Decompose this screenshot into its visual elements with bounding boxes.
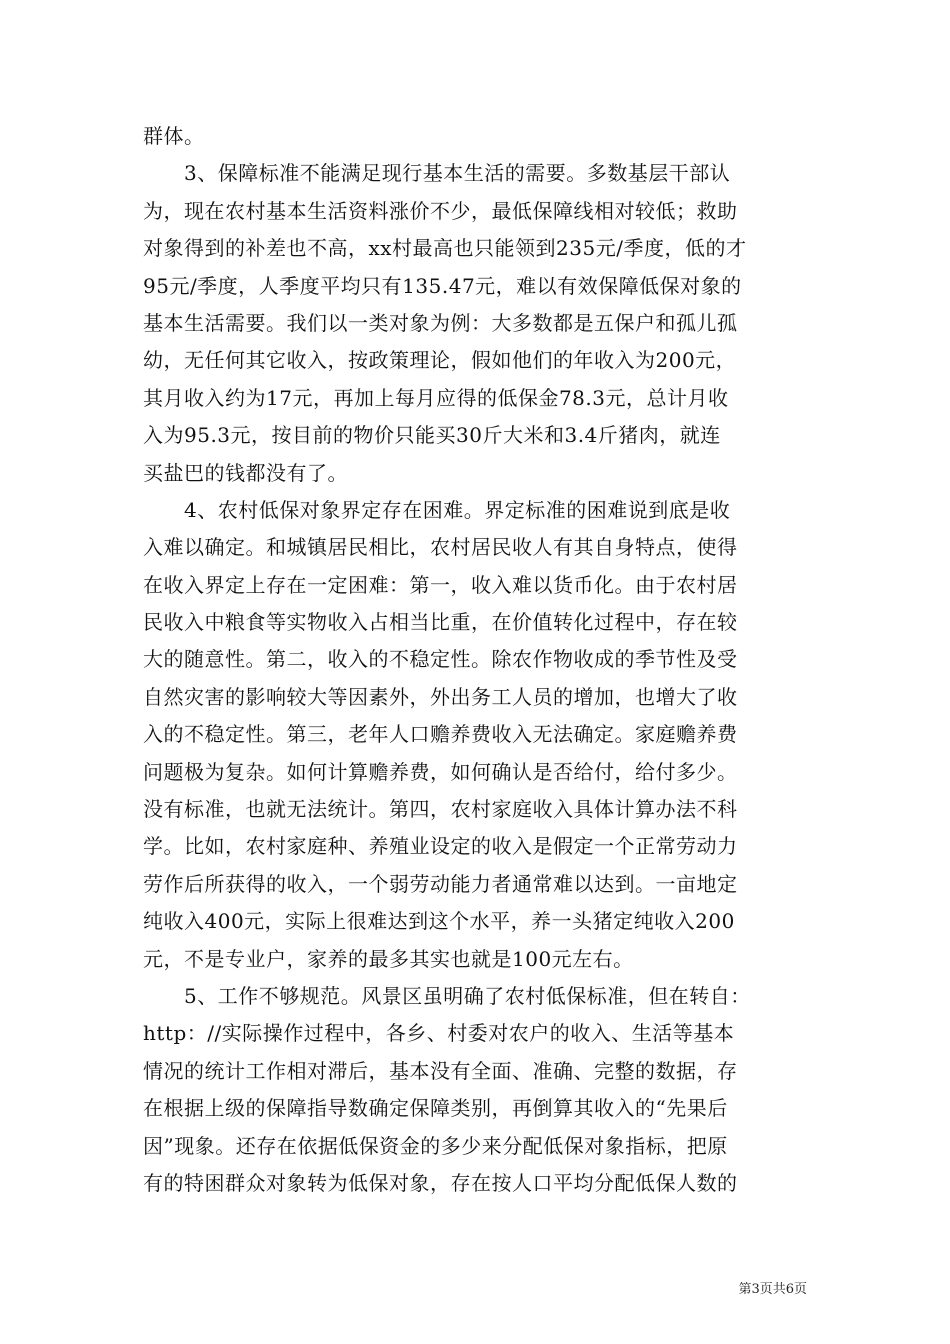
text-line: 情况的统计工作相对滞后，基本没有全面、准确、完整的数据，存	[143, 1058, 738, 1083]
text-line: 有的特困群众对象转为低保对象，存在按人口平均分配低保人数的	[143, 1170, 738, 1195]
text-line: 95元/季度，人季度平均只有135.47元，难以有效保障低保对象的	[143, 273, 742, 298]
body-text	[143, 118, 807, 1202]
text-line: 民收入中粮食等实物收入占相当比重，在价值转化过程中，存在较	[143, 610, 738, 635]
text-line: 因”现象。还存在依据低保资金的多少来分配低保对象指标，把原	[143, 1133, 728, 1158]
text-line: 在收入界定上存在一定困难：第一，收入难以货币化。由于农村居	[143, 572, 738, 597]
text-line: 入为95.3元，按目前的物价只能买30斤大米和3.4斤猪肉，就连	[143, 423, 721, 448]
text-line: 自然灾害的影响较大等因素外，外出务工人员的增加，也增大了收	[143, 684, 738, 709]
text-line: http：//实际操作过程中，各乡、村委对农户的收入、生活等基本	[143, 1021, 735, 1046]
page-number: 第3页共6页	[738, 1282, 807, 1297]
text-line: 纯收入400元，实际上很难达到这个水平，养一头猪定纯收入200	[143, 909, 735, 934]
text-line: 大的随意性。第二，收入的不稳定性。除农作物收成的季节性及受	[143, 647, 738, 672]
text-line: 其月收入约为17元，再加上每月应得的低保金78.3元，总计月收	[143, 385, 729, 410]
text-line: 劳作后所获得的收入，一个弱劳动能力者通常难以达到。一亩地定	[143, 871, 738, 896]
text-line: 4、农村低保对象界定存在困难。界定标准的困难说到底是收	[143, 497, 731, 522]
text-line: 买盐巴的钱都没有了。	[143, 460, 348, 485]
text-line: 入难以确定。和城镇居民相比，农村居民收人有其自身特点，使得	[143, 535, 738, 560]
text-line: 没有标准，也就无法统计。第四，农村家庭收入具体计算办法不科	[143, 797, 738, 822]
text-line: 幼，无任何其它收入，按政策理论，假如他们的年收入为200元，	[143, 348, 737, 373]
text-line: 为，现在农村基本生活资料涨价不少，最低保障线相对较低；救助	[143, 198, 738, 223]
text-line: 元，不是专业户，家养的最多其实也就是100元左右。	[143, 946, 634, 971]
text-line: 5、工作不够规范。风景区虽明确了农村低保标准，但在转自：	[143, 983, 751, 1008]
text-line: 在根据上级的保障指导数确定保障类别，再倒算其收入的“先果后	[143, 1096, 728, 1121]
text-line: 群体。	[143, 124, 205, 148]
text-line: 入的不稳定性。第三，老年人口赡养费收入无法确定。家庭赡养费	[143, 722, 738, 747]
text-line: 学。比如，农村家庭种、养殖业设定的收入是假定一个正常劳动力	[143, 834, 738, 859]
text-line: 基本生活需要。我们以一类对象为例：大多数都是五保户和孤儿孤	[143, 310, 738, 335]
text-line: 对象得到的补差也不高，xx村最高也只能领到235元/季度，低的才	[143, 236, 747, 261]
text-line: 3、保障标准不能满足现行基本生活的需要。多数基层干部认	[143, 161, 731, 186]
text-line: 问题极为复杂。如何计算赡养费，如何确认是否给付，给付多少。	[143, 759, 738, 784]
